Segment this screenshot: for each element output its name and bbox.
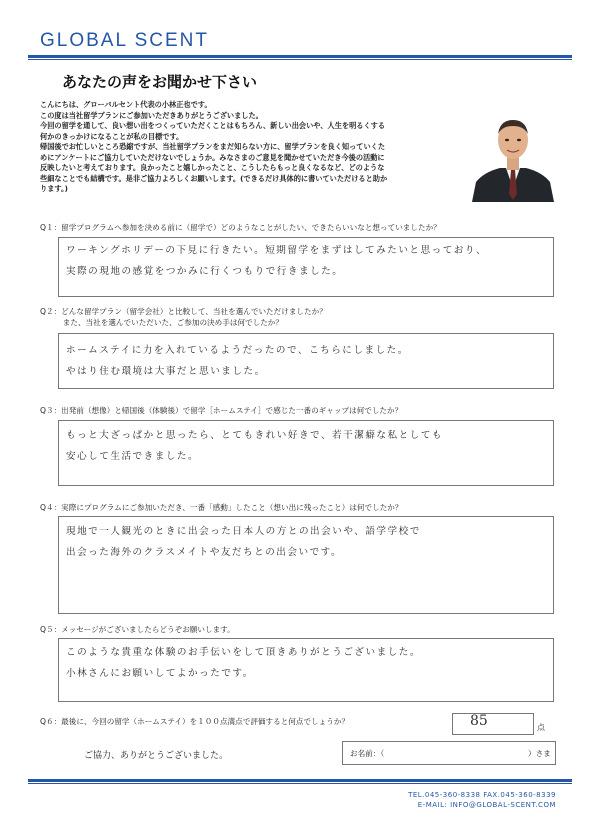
- intro-line: この度は当社留学プランにご参加いただきありがとうございました。: [40, 110, 263, 120]
- question-1: [40, 222, 441, 233]
- answer-4-line: 現地で一人観光のときに出会った日本人の方との出会いや、語学学校で: [66, 526, 421, 537]
- answer-2-line: やはり住む環境は大事だと思いました。: [66, 366, 266, 377]
- intro-line: めにアンケートにご協力していただけないでしょうか。みなさまのご意見を聞かせていただき今後の活動に: [40, 152, 385, 162]
- name-suffix: ）さま: [528, 749, 551, 758]
- answer-3-line: もっと大ざっぱかと思ったら、とてもきれい好きで、若干潔癖な私としても: [66, 430, 443, 441]
- question-1-text: Q１：留学プログラムへ参加を決める前に（留学で）どのようなことがしたい、できたらいいなと想っていましたか？: [40, 223, 441, 232]
- intro-line: こんにちは、グローバルセント代表の小林正也です。: [40, 100, 212, 109]
- answer-4: [66, 521, 548, 563]
- question-5-text: Q５：メッセージがございましたらどうぞお願いします。: [40, 625, 235, 634]
- answer-4-line: 出会った海外のクラスメイトや友だちとの出会いです。: [66, 547, 343, 558]
- intro-line: 帰国後でお忙しいところ恐縮ですが、当社留学プランをまだ知らない方に、留学プランを良く知っていくた: [40, 142, 386, 151]
- header-rule-thin: [28, 59, 572, 60]
- question-2: [40, 306, 327, 328]
- answer-1: [66, 240, 548, 282]
- answer-5-line: このような貴重な体験のお手伝いをして頂きありがとうございました。: [66, 647, 421, 658]
- intro-line: ります。): [40, 184, 68, 193]
- footer-rule: [28, 779, 572, 782]
- header-rule: [28, 55, 572, 58]
- intro-text: [40, 100, 472, 195]
- footer-tel-fax: TEL.045-360-8338 FAX.045-360-8339: [408, 791, 556, 799]
- brand-logo: GLOBAL SCENT: [40, 30, 210, 51]
- question-6: [40, 716, 349, 727]
- name-label: お名前：（: [350, 749, 385, 758]
- answer-3-line: 安心して生活できました。: [66, 451, 200, 462]
- question-4-text: Q４：実際にプログラムにご参加いただき、一番「感動」したこと（想い出に残ったこと）は何でしたか？: [40, 503, 403, 512]
- page-title: あなたの声をお聞かせ下さい: [62, 73, 258, 91]
- person-portrait-icon: [470, 108, 556, 202]
- footer-rule-thin: [28, 783, 572, 784]
- score-input[interactable]: [452, 713, 534, 735]
- question-5: [40, 624, 235, 635]
- footer-contact: [408, 790, 556, 810]
- intro-line: 今回の留学を通して、良い想い出をつくっていただくことはもちろん、新しい出会いや、人生を明るくする: [40, 121, 386, 130]
- intro-line: 些細なことでも結構です。是非ご協力よろしくお願いします。(できるだけ具体的に書いていただけると助か: [40, 173, 388, 183]
- answer-5-line: 小林さんにお願いしてよかったです。: [66, 668, 254, 679]
- answer-1-line: 実際の現地の感覚をつかみに行くつもりで行きました。: [66, 266, 344, 277]
- intro-line: 反映したいと考えております。良かったこと嬉しかったこと、こうしたらもっと良くなるなど、どのような: [40, 163, 385, 172]
- answer-5: [66, 642, 548, 684]
- representative-photo: [470, 108, 556, 202]
- answer-2: [66, 340, 548, 382]
- score-value: 85: [470, 713, 488, 729]
- question-6-text: Q６：最後に、今回の留学（ホームステイ）を１００点満点で評価すると何点でしょうか？: [40, 717, 350, 726]
- answer-3: [66, 425, 548, 467]
- closing-thanks: ご協力、ありがとうございました。: [84, 751, 229, 761]
- question-3: [40, 405, 402, 416]
- question-2-text: Q２：どんな留学プラン（留学会社）と比較して、当社を選んでいただけましたか？: [40, 307, 327, 316]
- question-4: [40, 502, 403, 513]
- answer-2-line: ホームステイに力を入れているようだったので、こちらにしました。: [66, 345, 409, 356]
- intro-line: 何かのきっかけになることが私の目標です。: [40, 131, 184, 141]
- question-2-text: また、当社を選んでいただいた、ご参加の決め手は何でしたか？: [40, 318, 283, 327]
- answer-1-line: ワーキングホリデーの下見に行きたい。短期留学をまずはしてみたいと思っており、: [66, 245, 488, 256]
- score-unit: 点: [537, 723, 545, 732]
- question-3-text: Q３：出発前（想像）と帰国後（体験後）で留学［ホームステイ］で感じた一番のギャップは何でしたか？: [40, 406, 403, 415]
- footer-email: E-MAIL: INFO@GLOBAL-SCENT.COM: [417, 801, 556, 809]
